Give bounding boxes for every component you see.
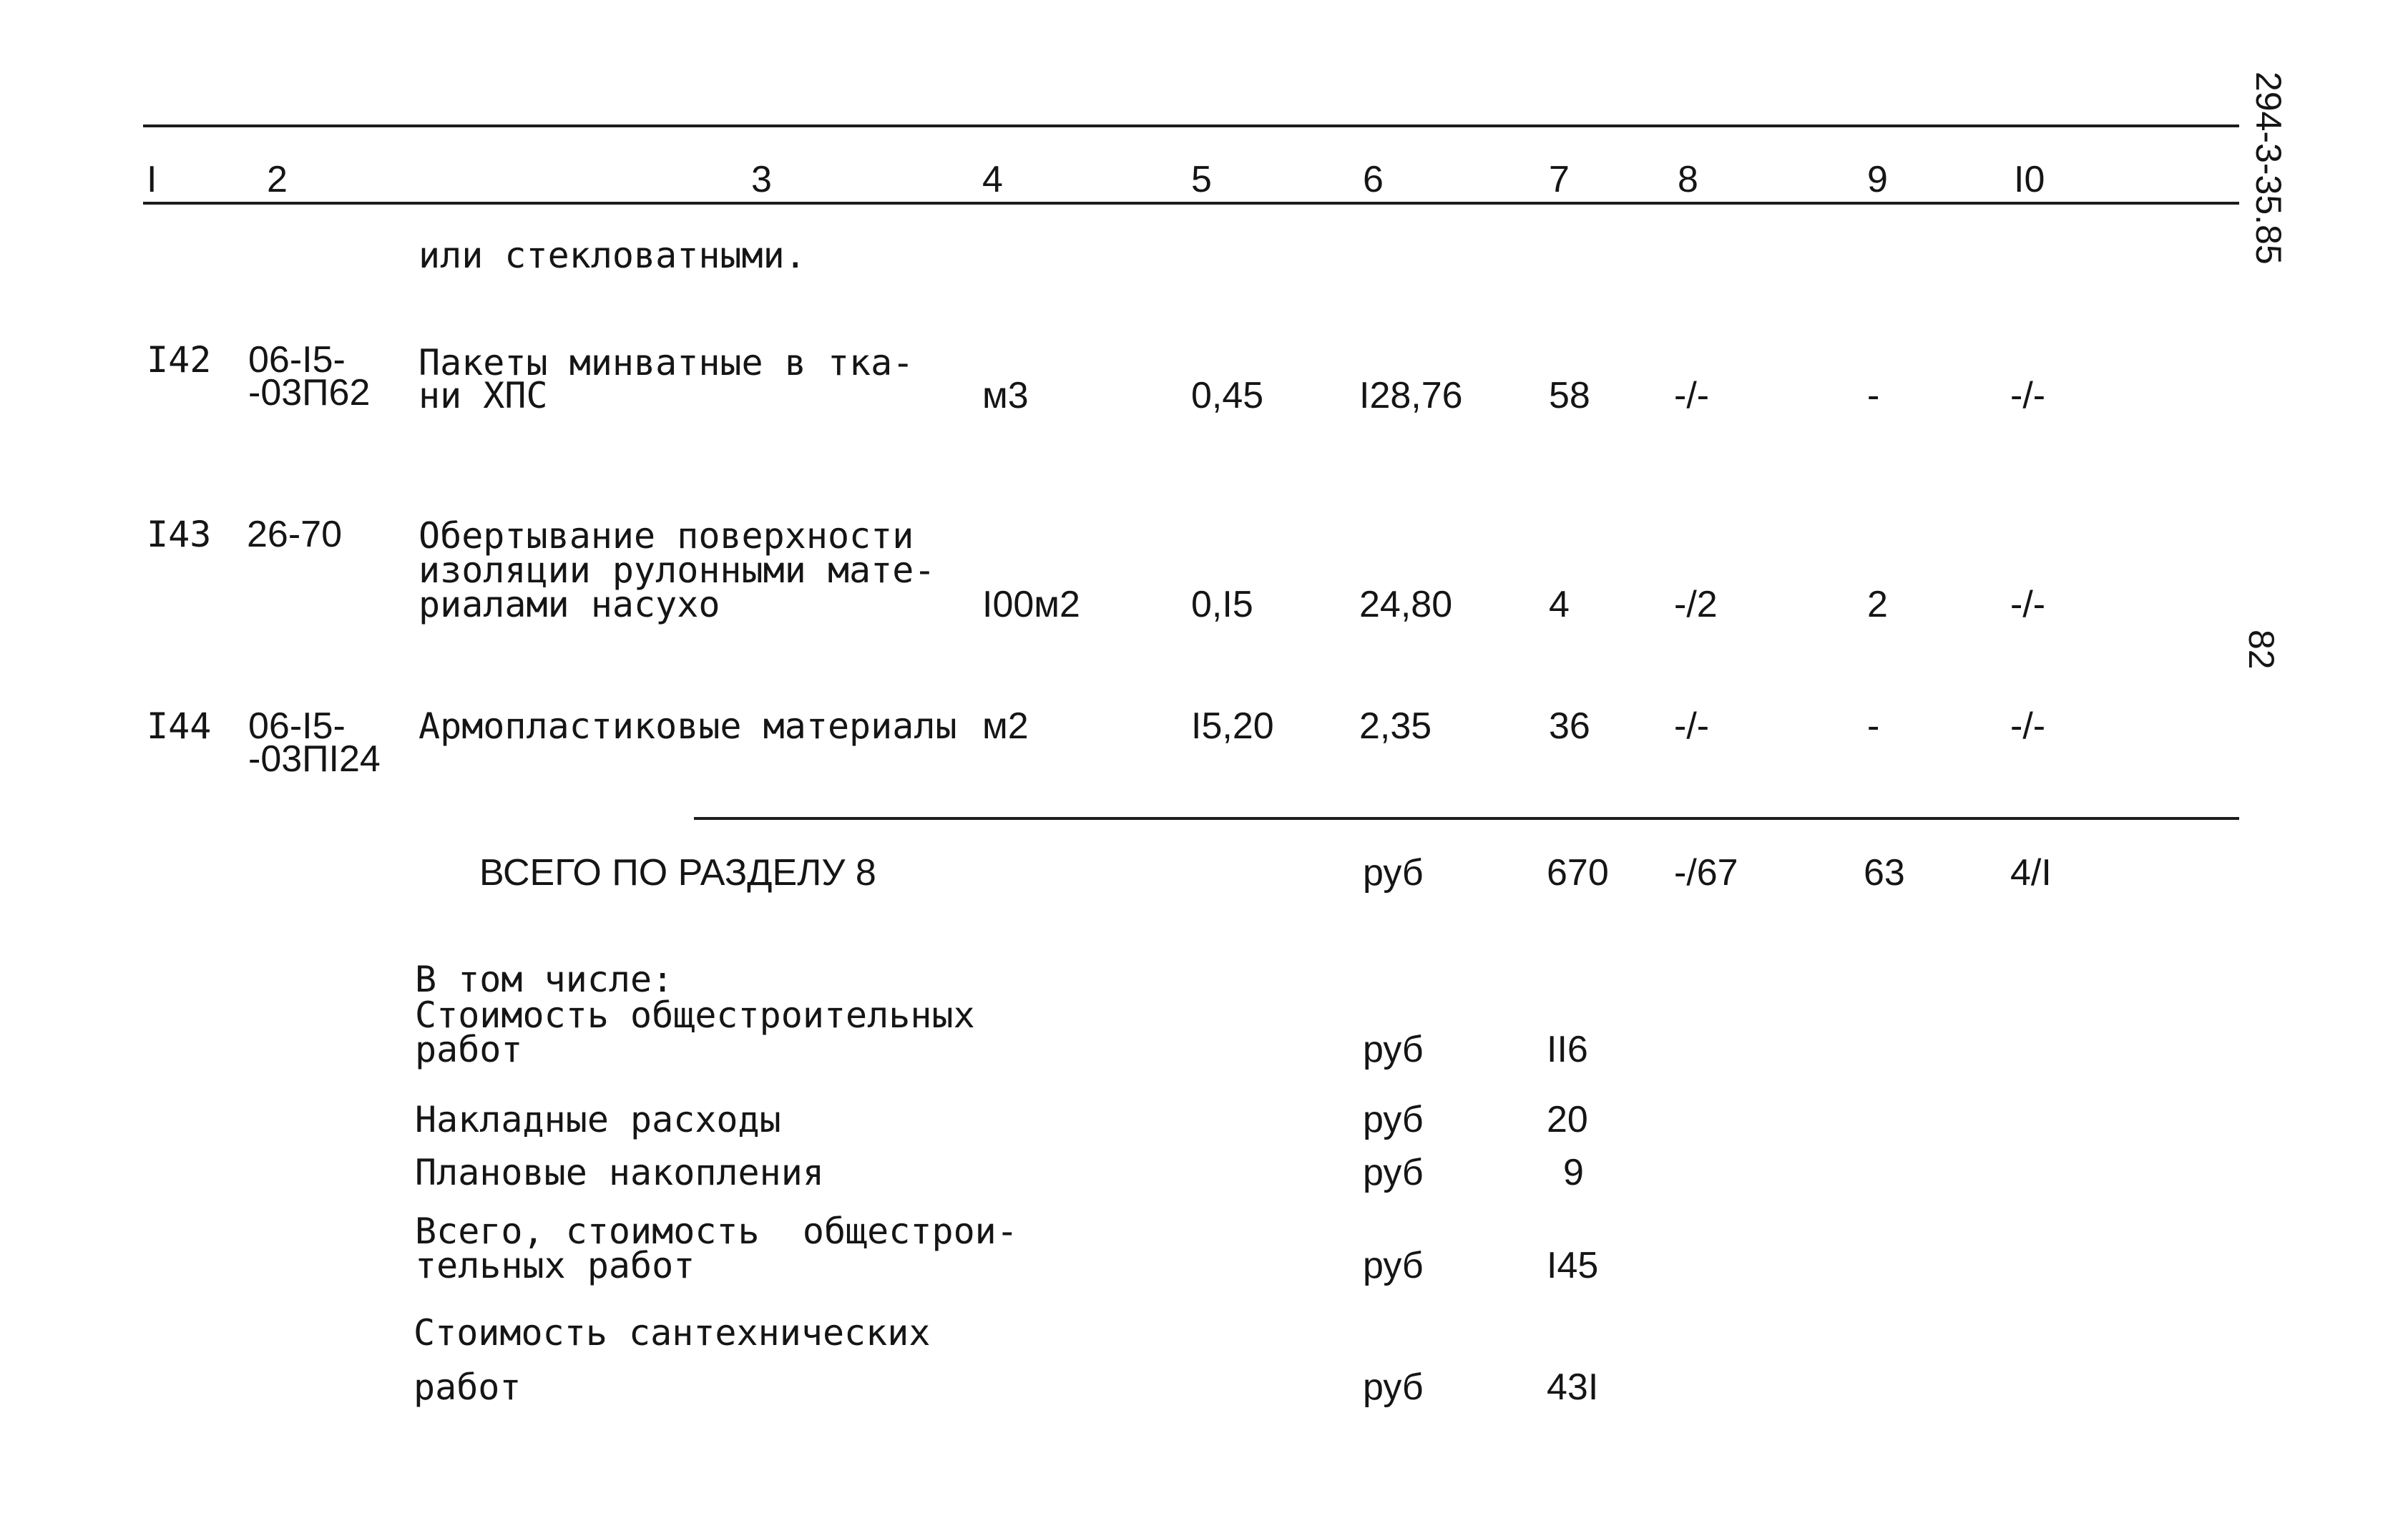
row-144-total: 36 <box>1549 705 1590 747</box>
row-142-code-2: -03П62 <box>248 372 371 414</box>
breakdown-item-5-value: 43I <box>1547 1366 1599 1408</box>
column-header-8: 8 <box>1678 159 1698 200</box>
row-143-num: I43 <box>147 514 212 555</box>
header-top-rule <box>143 124 2239 127</box>
row-144-col9: - <box>1867 705 1880 747</box>
row-144-qty: I5,20 <box>1191 705 1274 747</box>
row-143-desc-3: риалами насухо <box>419 584 720 625</box>
row-142-desc-2: ни ХПС <box>419 375 548 416</box>
row-144-code-2: -03ПI24 <box>248 738 381 780</box>
row-143-desc-1: Обертывание поверхности <box>419 515 914 557</box>
column-header-1: I <box>147 159 157 200</box>
row-143-col9: 2 <box>1867 584 1888 625</box>
page-number: 82 <box>2241 630 2281 670</box>
breakdown-item-2-label-1: Накладные расходы <box>415 1099 781 1140</box>
section-total-col10: 4/I <box>2010 852 2052 894</box>
row-142-col8: -/- <box>1674 375 1710 416</box>
row-144-unit: м2 <box>982 705 1029 747</box>
continuation-text: или стекловатными. <box>419 235 806 276</box>
column-header-10: I0 <box>2014 159 2045 200</box>
row-144-desc-1: Армопластиковые материалы <box>419 705 957 747</box>
breakdown-item-2-value: 20 <box>1547 1099 1588 1140</box>
row-143-code-1: 26-70 <box>247 514 342 555</box>
row-142-code-1: 06-I5- <box>248 339 346 381</box>
breakdown-item-3-label-1: Плановые накопления <box>415 1152 824 1193</box>
document-code: 294-3-35.85 <box>2248 72 2289 265</box>
row-143-unit: I00м2 <box>982 584 1080 625</box>
breakdown-item-3-unit: руб <box>1363 1152 1424 1193</box>
section-total-rule <box>694 817 2239 820</box>
header-bottom-rule <box>143 202 2239 205</box>
row-144-col8: -/- <box>1674 705 1710 747</box>
breakdown-heading: В том числе: <box>415 959 674 1000</box>
row-143-total: 4 <box>1549 584 1570 625</box>
breakdown-item-4-unit: руб <box>1363 1245 1424 1286</box>
breakdown-item-4-value: I45 <box>1547 1245 1599 1286</box>
section-total-label: ВСЕГО ПО РАЗДЕЛУ 8 <box>479 852 876 894</box>
row-142-desc-1: Пакеты минватные в тка- <box>419 342 914 383</box>
column-header-3: 3 <box>751 159 772 200</box>
row-144-col10: -/- <box>2010 705 2046 747</box>
column-header-4: 4 <box>982 159 1003 200</box>
column-header-9: 9 <box>1867 159 1888 200</box>
row-142-num: I42 <box>147 339 212 381</box>
column-header-2: 2 <box>267 159 288 200</box>
row-142-total: 58 <box>1549 375 1590 416</box>
row-144-code-1: 06-I5- <box>248 705 346 747</box>
row-143-desc-2: изоляции рулонными мате- <box>419 549 936 591</box>
column-header-6: 6 <box>1363 159 1384 200</box>
breakdown-item-1-label-2: работ <box>415 1029 523 1070</box>
section-total-col8: -/67 <box>1674 852 1738 894</box>
column-header-5: 5 <box>1191 159 1212 200</box>
row-144-price: 2,35 <box>1359 705 1432 747</box>
row-143-qty: 0,I5 <box>1191 584 1253 625</box>
breakdown-item-4-label-1: Всего, стоимость общестрои- <box>415 1211 1018 1252</box>
section-total-col9: 63 <box>1864 852 1905 894</box>
breakdown-item-4-label-2: тельных работ <box>415 1245 695 1286</box>
breakdown-item-2-unit: руб <box>1363 1099 1424 1140</box>
section-total-value: 670 <box>1547 852 1609 894</box>
row-144-num: I44 <box>147 705 212 747</box>
row-142-unit: м3 <box>982 375 1029 416</box>
row-142-price: I28,76 <box>1359 375 1463 416</box>
breakdown-item-1-value: II6 <box>1547 1029 1588 1070</box>
row-143-col10: -/- <box>2010 584 2046 625</box>
breakdown-item-1-label-1: Стоимость общестроительных <box>415 994 975 1036</box>
column-header-7: 7 <box>1549 159 1570 200</box>
row-143-col8: -/2 <box>1674 584 1718 625</box>
row-143-price: 24,80 <box>1359 584 1453 625</box>
row-142-qty: 0,45 <box>1191 375 1264 416</box>
breakdown-item-3-value: 9 <box>1563 1152 1584 1193</box>
breakdown-item-5-unit: руб <box>1363 1366 1424 1408</box>
breakdown-item-5-label-2: работ <box>413 1366 522 1408</box>
row-142-col9: - <box>1867 375 1880 416</box>
section-total-unit: руб <box>1363 852 1424 894</box>
breakdown-item-5-label-1: Стоимость сантехнических <box>413 1312 931 1354</box>
breakdown-item-1-unit: руб <box>1363 1029 1424 1070</box>
row-142-col10: -/- <box>2010 375 2046 416</box>
